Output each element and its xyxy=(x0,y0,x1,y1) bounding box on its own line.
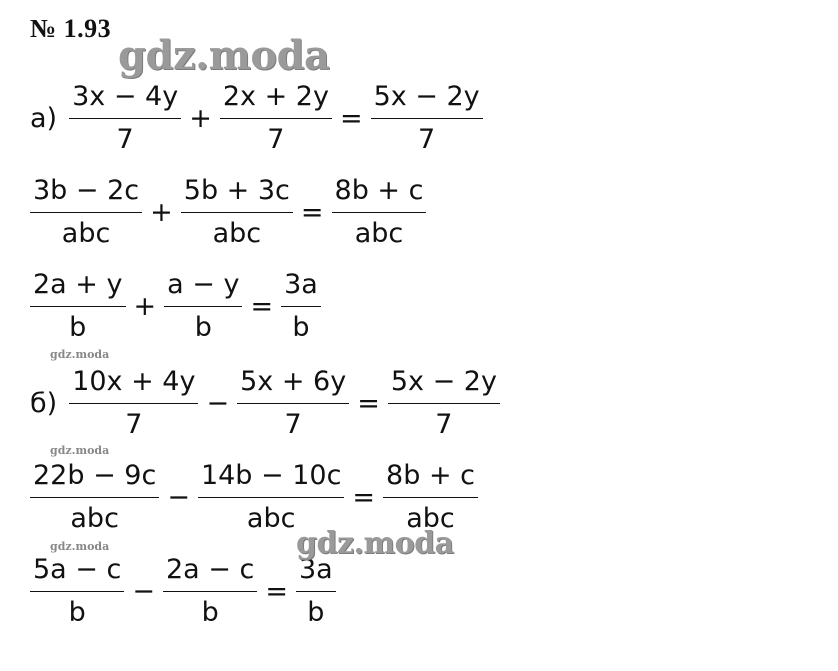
denominator: abc xyxy=(61,218,111,249)
denominator: b xyxy=(69,312,87,343)
equals-sign: = xyxy=(357,388,380,419)
equals-sign: = xyxy=(250,291,274,322)
watermark-small: gdz.moda xyxy=(50,444,110,457)
denominator: abc xyxy=(246,503,296,534)
equals-sign: = xyxy=(352,482,376,513)
operator: + xyxy=(150,197,173,228)
fraction xyxy=(28,459,161,536)
denominator: 7 xyxy=(418,124,436,155)
denominator: 7 xyxy=(116,124,134,155)
fraction xyxy=(28,553,126,630)
equals-sign: = xyxy=(300,197,324,228)
numerator: 5x + 6y xyxy=(237,365,349,404)
denominator: b xyxy=(194,312,212,343)
fraction xyxy=(28,174,144,251)
part-b-label: б) xyxy=(30,388,58,419)
equals-sign: = xyxy=(339,103,363,134)
numerator: 5b + 3c xyxy=(181,174,293,213)
watermark-small: gdz.moda xyxy=(50,540,110,553)
fraction xyxy=(294,553,338,630)
fraction xyxy=(196,459,346,536)
denominator: b xyxy=(292,312,310,343)
denominator: abc xyxy=(406,503,455,534)
fraction xyxy=(386,365,502,442)
denominator: b xyxy=(68,597,86,628)
numerator: 3b − 2c xyxy=(30,174,142,213)
denominator: abc xyxy=(70,503,119,534)
fraction xyxy=(381,459,480,536)
denominator: 7 xyxy=(125,409,143,440)
numerator: 5x − 2y xyxy=(371,80,483,119)
denominator: b xyxy=(307,597,325,628)
numerator: 5a − c xyxy=(30,553,124,592)
fraction xyxy=(279,268,323,345)
equation-a3 xyxy=(28,268,323,345)
numerator: 10x + 4y xyxy=(69,365,198,404)
numerator: 14b − 10c xyxy=(198,459,344,498)
problem-number: № 1.93 xyxy=(30,14,112,43)
numerator: 3a xyxy=(281,268,321,307)
denominator: 7 xyxy=(267,124,285,155)
fraction xyxy=(67,80,183,157)
equation-a2 xyxy=(28,174,428,251)
part-a-label: а) xyxy=(30,103,58,134)
denominator: abc xyxy=(354,218,404,249)
watermark-small: gdz.moda xyxy=(50,348,110,361)
numerator: 3x − 4y xyxy=(69,80,181,119)
fraction xyxy=(235,365,351,442)
denominator: abc xyxy=(212,218,262,249)
operator: − xyxy=(206,388,230,419)
denominator: 7 xyxy=(284,409,302,440)
denominator: 7 xyxy=(435,409,453,440)
fraction xyxy=(330,174,429,251)
fraction xyxy=(369,80,485,157)
numerator: 2a − c xyxy=(163,553,257,592)
fraction xyxy=(67,365,200,442)
fraction xyxy=(162,268,244,345)
fraction xyxy=(28,268,128,345)
numerator: 8b + c xyxy=(383,459,478,498)
watermark-large: gdz.moda xyxy=(118,32,330,79)
equation-b3 xyxy=(28,553,338,630)
operator: − xyxy=(167,482,190,513)
operator: + xyxy=(133,291,157,322)
equation-b2 xyxy=(28,459,480,536)
equation-b1 xyxy=(30,365,502,442)
fraction xyxy=(218,80,334,157)
numerator: 2x + 2y xyxy=(220,80,332,119)
numerator: 8b + c xyxy=(332,174,427,213)
numerator: a − y xyxy=(164,268,242,307)
numerator: 5x − 2y xyxy=(388,365,500,404)
fraction xyxy=(179,174,295,251)
equation-a1 xyxy=(30,80,485,157)
denominator: b xyxy=(201,597,219,628)
watermark-large: gdz.moda xyxy=(296,526,454,561)
numerator: 3a xyxy=(296,553,336,592)
operator: − xyxy=(132,576,155,607)
operator: + xyxy=(189,103,212,134)
numerator: 2a + y xyxy=(30,268,126,307)
fraction xyxy=(161,553,259,630)
numerator: 22b − 9c xyxy=(30,459,159,498)
equals-sign: = xyxy=(265,576,288,607)
